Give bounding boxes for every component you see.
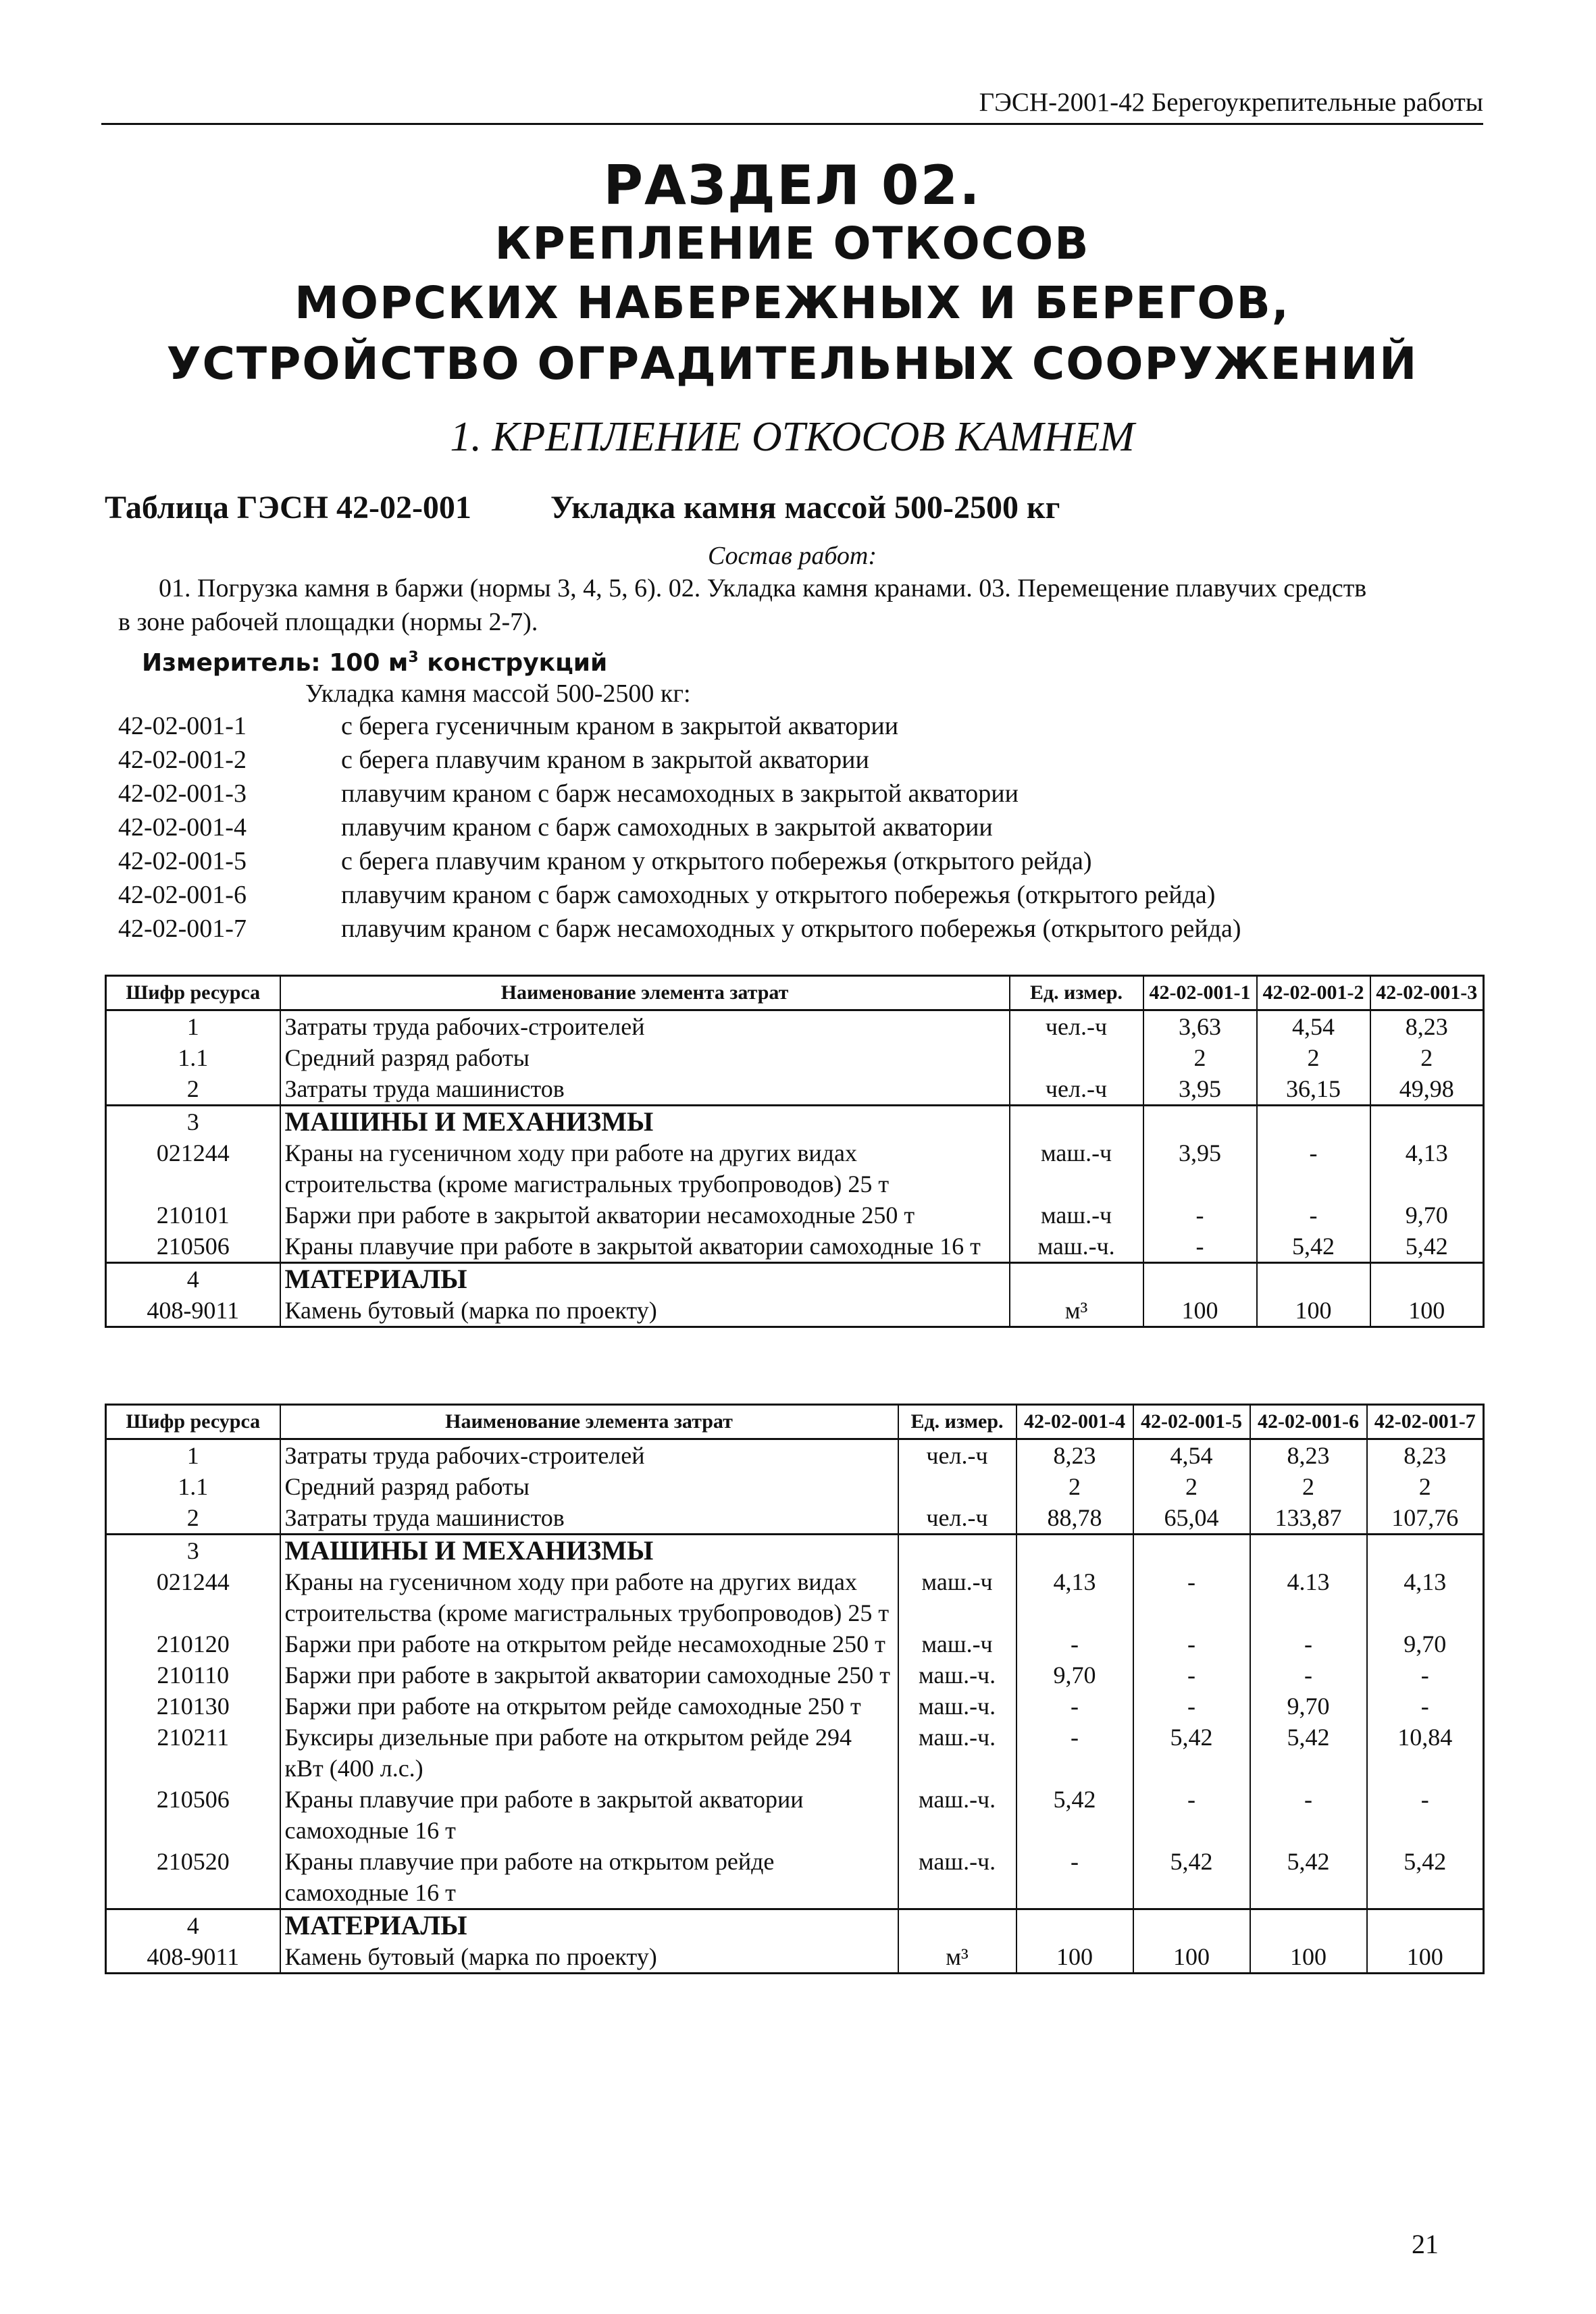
table-title: Укладка камня массой 500-2500 кг [550, 490, 1060, 525]
norm-description: плавучим краном с барж несамоходных у открытого побережья (открытого рейда) [341, 915, 1241, 943]
resource-table-1 [105, 975, 1485, 1328]
value-cell: 5,42 [1133, 1846, 1250, 1909]
section-number: РАЗДЕЛ 02. [603, 154, 981, 217]
value-cell: 4,13 [1370, 1137, 1484, 1200]
table-row [106, 1909, 1484, 1942]
value-cell: 2 [1133, 1471, 1250, 1502]
unit-cell [898, 1535, 1016, 1567]
value-cell: 5,42 [1016, 1784, 1133, 1846]
resource-code-cell: 4 [106, 1263, 280, 1295]
measure-suffix: конструкций [418, 649, 608, 677]
norm-item [118, 743, 1483, 777]
table-row [106, 1010, 1484, 1043]
table-header-cell: 42-02-001-3 [1370, 976, 1484, 1010]
value-cell: - [1133, 1691, 1250, 1722]
work-composition-text [118, 571, 1489, 639]
norm-code: 42-02-001-2 [118, 746, 247, 774]
norm-description: плавучим краном с барж несамоходных в закрытой акватории [341, 779, 1019, 808]
table-row [106, 1137, 1484, 1200]
value-cell: 9,70 [1250, 1691, 1367, 1722]
table-row [106, 1660, 1484, 1691]
resource-name-cell: Краны плавучие при работе в закрытой акватории самоходные 16 т [280, 1784, 898, 1846]
unit-cell: чел.-ч [1010, 1073, 1143, 1106]
value-cell [1133, 1535, 1250, 1567]
norm-code: 42-02-001-1 [118, 712, 247, 740]
running-header: ГЭСН-2001-42 Берегоукрепительные работы [101, 86, 1483, 125]
value-cell: 133,87 [1250, 1502, 1367, 1535]
value-cell: - [1250, 1628, 1367, 1660]
value-cell: - [1016, 1691, 1133, 1722]
table-header-cell: 42-02-001-2 [1257, 976, 1370, 1010]
resource-name-cell: Затраты труда рабочих-строителей [280, 1439, 898, 1472]
value-cell: 9,70 [1016, 1660, 1133, 1691]
value-cell: 100 [1367, 1941, 1484, 1974]
resource-code-cell: 021244 [106, 1566, 280, 1628]
resource-name-cell: Затраты труда машинистов [280, 1502, 898, 1535]
resource-code-cell: 408-9011 [106, 1295, 280, 1327]
norm-item [118, 878, 1483, 912]
norm-code: 42-02-001-6 [118, 881, 247, 909]
table-row [106, 1073, 1484, 1106]
value-cell [1257, 1263, 1370, 1295]
unit-cell: м³ [1010, 1295, 1143, 1327]
measure-superscript: 3 [408, 649, 419, 666]
unit-cell: маш.-ч. [898, 1722, 1016, 1784]
value-cell [1250, 1535, 1367, 1567]
resource-name-cell: Краны на гусеничном ходу при работе на других видах строительства (кроме магистральных трубопроводов) 25 т [280, 1137, 1010, 1200]
unit-cell [1010, 1042, 1143, 1073]
value-cell [1367, 1535, 1484, 1567]
norm-code: 42-02-001-3 [118, 779, 247, 808]
subsection-title: 1. КРЕПЛЕНИЕ ОТКОСОВ КАМНЕМ [450, 414, 1135, 460]
value-cell: 100 [1016, 1941, 1133, 1974]
value-cell: - [1133, 1784, 1250, 1846]
table-row [106, 1535, 1484, 1567]
table-row [106, 1784, 1484, 1846]
value-cell: 2 [1250, 1471, 1367, 1502]
norm-description: с берега плавучим краном у открытого побережья (открытого рейда) [341, 847, 1092, 875]
work-text-line-2: в зоне рабочей площадки (нормы 2-7). [118, 608, 538, 636]
section-title-line-2: МОРСКИХ НАБЕРЕЖНЫХ И БЕРЕГОВ, [294, 277, 1290, 329]
unit-cell [1010, 1106, 1143, 1138]
norm-item [118, 709, 1483, 743]
value-cell: 100 [1370, 1295, 1484, 1327]
table-row [106, 1042, 1484, 1073]
resource-code-cell: 210130 [106, 1691, 280, 1722]
value-cell: - [1257, 1200, 1370, 1231]
unit-cell: маш.-ч [898, 1566, 1016, 1628]
unit-cell: маш.-ч [1010, 1200, 1143, 1231]
value-cell [1016, 1535, 1133, 1567]
measure-unit [142, 642, 607, 679]
resource-name-cell: Буксиры дизельные при работе на открытом рейде 294 кВт (400 л.с.) [280, 1722, 898, 1784]
resource-code-cell: 210110 [106, 1660, 280, 1691]
table-row [106, 1722, 1484, 1784]
value-cell: 100 [1133, 1941, 1250, 1974]
value-cell: 100 [1250, 1941, 1367, 1974]
norm-code: 42-02-001-5 [118, 847, 247, 875]
table-row [106, 1502, 1484, 1535]
unit-cell: маш.-ч. [898, 1691, 1016, 1722]
value-cell: 100 [1257, 1295, 1370, 1327]
value-cell: 8,23 [1250, 1439, 1367, 1472]
value-cell: 4.13 [1250, 1566, 1367, 1628]
value-cell [1370, 1106, 1484, 1138]
value-cell [1370, 1263, 1484, 1295]
value-cell [1143, 1106, 1257, 1138]
value-cell: - [1367, 1691, 1484, 1722]
norm-item [118, 777, 1483, 811]
value-cell: 4,54 [1257, 1010, 1370, 1043]
table-header-cell: 42-02-001-1 [1143, 976, 1257, 1010]
resource-code-cell: 210520 [106, 1846, 280, 1909]
unit-cell [1010, 1263, 1143, 1295]
table-heading [105, 488, 1060, 528]
value-cell: 9,70 [1367, 1628, 1484, 1660]
norm-item [118, 844, 1483, 878]
resource-code-cell: 210120 [106, 1628, 280, 1660]
section-title-line-3: УСТРОЙСТВО ОГРАДИТЕЛЬНЫХ СООРУЖЕНИЙ [166, 338, 1418, 390]
value-cell: - [1016, 1628, 1133, 1660]
resource-code-cell: 2 [106, 1502, 280, 1535]
table-row [106, 1471, 1484, 1502]
unit-cell: маш.-ч. [1010, 1231, 1143, 1263]
value-cell: - [1133, 1628, 1250, 1660]
norm-item [118, 811, 1483, 844]
unit-cell: маш.-ч. [898, 1784, 1016, 1846]
value-cell: 3,95 [1143, 1137, 1257, 1200]
value-cell: 88,78 [1016, 1502, 1133, 1535]
resource-name-cell: Краны плавучие при работе на открытом рейде самоходные 16 т [280, 1846, 898, 1909]
resource-code-cell: 2 [106, 1073, 280, 1106]
table-header-cell: Наименование элемента затрат [280, 1405, 898, 1439]
value-cell: - [1143, 1231, 1257, 1263]
value-cell: 5,42 [1367, 1846, 1484, 1909]
value-cell [1143, 1263, 1257, 1295]
table-row [106, 1628, 1484, 1660]
value-cell: 4,13 [1016, 1566, 1133, 1628]
value-cell: 107,76 [1367, 1502, 1484, 1535]
value-cell: 5,42 [1250, 1722, 1367, 1784]
value-cell: 5,42 [1250, 1846, 1367, 1909]
value-cell: 8,23 [1016, 1439, 1133, 1472]
table-header-cell: Шифр ресурса [106, 1405, 280, 1439]
norm-description: с берега плавучим краном в закрытой акватории [341, 746, 869, 774]
table-header-cell: 42-02-001-4 [1016, 1405, 1133, 1439]
value-cell: - [1143, 1200, 1257, 1231]
resource-name-cell: Краны плавучие при работе в закрытой акватории самоходные 16 т [280, 1231, 1010, 1263]
unit-cell: маш.-ч [898, 1628, 1016, 1660]
page-number: 21 [1412, 2229, 1439, 2259]
value-cell: - [1257, 1137, 1370, 1200]
resource-name-cell: Средний разряд работы [280, 1471, 898, 1502]
table-row [106, 1941, 1484, 1974]
value-cell: 100 [1143, 1295, 1257, 1327]
norms-intro: Укладка камня массой 500-2500 кг: [305, 679, 691, 708]
resource-code-cell: 210506 [106, 1231, 280, 1263]
norms-list [118, 709, 1483, 946]
unit-cell: м³ [898, 1941, 1016, 1974]
table-header-cell: Ед. измер. [1010, 976, 1143, 1010]
table-header-cell: 42-02-001-5 [1133, 1405, 1250, 1439]
value-cell [1133, 1909, 1250, 1942]
table-code: Таблица ГЭСН 42-02-001 [105, 490, 471, 525]
table-row [106, 1846, 1484, 1909]
norm-item [118, 912, 1483, 946]
resource-name-cell: Баржи при работе в закрытой акватории самоходные 250 т [280, 1660, 898, 1691]
norm-description: плавучим краном с барж самоходных в закрытой акватории [341, 813, 993, 842]
resource-code-cell: 1 [106, 1439, 280, 1472]
value-cell: 9,70 [1370, 1200, 1484, 1231]
value-cell: 2 [1016, 1471, 1133, 1502]
resource-name-cell: Баржи при работе на открытом рейде несамоходные 250 т [280, 1628, 898, 1660]
resource-code-cell: 4 [106, 1909, 280, 1942]
table-row [106, 1263, 1484, 1295]
value-cell: - [1133, 1566, 1250, 1628]
value-cell: 36,15 [1257, 1073, 1370, 1106]
table-header-cell: 42-02-001-7 [1367, 1405, 1484, 1439]
value-cell: 65,04 [1133, 1502, 1250, 1535]
table-row [106, 1295, 1484, 1327]
work-composition-label: Состав работ: [707, 542, 877, 570]
value-cell: 2 [1367, 1471, 1484, 1502]
value-cell: 4,13 [1367, 1566, 1484, 1628]
value-cell [1367, 1909, 1484, 1942]
unit-cell: маш.-ч [1010, 1137, 1143, 1200]
value-cell: - [1250, 1784, 1367, 1846]
resource-code-cell: 1.1 [106, 1042, 280, 1073]
table-row [106, 1200, 1484, 1231]
norm-description: плавучим краном с барж самоходных у открытого побережья (открытого рейда) [341, 881, 1216, 909]
resource-code-cell: 408-9011 [106, 1941, 280, 1974]
group-title-cell: МАШИНЫ И МЕХАНИЗМЫ [280, 1106, 1010, 1138]
resource-name-cell: Баржи при работе на открытом рейде самоходные 250 т [280, 1691, 898, 1722]
unit-cell [898, 1471, 1016, 1502]
section-title-line-1: КРЕПЛЕНИЕ ОТКОСОВ [494, 217, 1090, 269]
resource-code-cell: 210506 [106, 1784, 280, 1846]
table-row [106, 1691, 1484, 1722]
group-title-cell: МАШИНЫ И МЕХАНИЗМЫ [280, 1535, 898, 1567]
value-cell [1257, 1106, 1370, 1138]
resource-name-cell: Баржи при работе в закрытой акватории несамоходные 250 т [280, 1200, 1010, 1231]
resource-code-cell: 210101 [106, 1200, 280, 1231]
value-cell: - [1133, 1660, 1250, 1691]
measure-prefix: Измеритель: 100 м [142, 649, 409, 677]
norm-code: 42-02-001-4 [118, 813, 247, 842]
table-header-cell: Наименование элемента затрат [280, 976, 1010, 1010]
resource-code-cell: 210211 [106, 1722, 280, 1784]
value-cell: 4,54 [1133, 1439, 1250, 1472]
value-cell: 8,23 [1370, 1010, 1484, 1043]
resource-code-cell: 1.1 [106, 1471, 280, 1502]
unit-cell: маш.-ч. [898, 1660, 1016, 1691]
value-cell: 5,42 [1370, 1231, 1484, 1263]
value-cell: 5,42 [1133, 1722, 1250, 1784]
value-cell: - [1016, 1722, 1133, 1784]
value-cell: 49,98 [1370, 1073, 1484, 1106]
table-header-cell: 42-02-001-6 [1250, 1405, 1367, 1439]
table-row [106, 1439, 1484, 1472]
resource-name-cell: Средний разряд работы [280, 1042, 1010, 1073]
value-cell: - [1367, 1660, 1484, 1691]
resource-name-cell: Камень бутовый (марка по проекту) [280, 1295, 1010, 1327]
resource-table-2 [105, 1404, 1485, 1974]
norm-code: 42-02-001-7 [118, 915, 247, 943]
value-cell: - [1016, 1846, 1133, 1909]
unit-cell [898, 1909, 1016, 1942]
table-row [106, 1566, 1484, 1628]
group-title-cell: МАТЕРИАЛЫ [280, 1909, 898, 1942]
resource-name-cell: Краны на гусеничном ходу при работе на других видах строительства (кроме магистральных трубопроводов) 25 т [280, 1566, 898, 1628]
value-cell: 3,95 [1143, 1073, 1257, 1106]
table-header-cell: Ед. измер. [898, 1405, 1016, 1439]
value-cell [1250, 1909, 1367, 1942]
table-row [106, 1231, 1484, 1263]
norm-description: с берега гусеничным краном в закрытой акватории [341, 712, 899, 740]
value-cell: 8,23 [1367, 1439, 1484, 1472]
resource-code-cell: 3 [106, 1106, 280, 1138]
resource-name-cell: Затраты труда машинистов [280, 1073, 1010, 1106]
value-cell: 3,63 [1143, 1010, 1257, 1043]
value-cell: 5,42 [1257, 1231, 1370, 1263]
work-text-line-1: 01. Погрузка камня в баржи (нормы 3, 4, 5, 6). 02. Укладка камня кранами. 03. Перемещение плавучих средств [159, 574, 1367, 602]
resource-name-cell: Затраты труда рабочих-строителей [280, 1010, 1010, 1043]
group-title-cell: МАТЕРИАЛЫ [280, 1263, 1010, 1295]
table-row [106, 1106, 1484, 1138]
resource-name-cell: Камень бутовый (марка по проекту) [280, 1941, 898, 1974]
value-cell: - [1367, 1784, 1484, 1846]
value-cell: 10,84 [1367, 1722, 1484, 1784]
value-cell: - [1250, 1660, 1367, 1691]
value-cell: 2 [1257, 1042, 1370, 1073]
resource-code-cell: 021244 [106, 1137, 280, 1200]
unit-cell: чел.-ч [1010, 1010, 1143, 1043]
value-cell [1016, 1909, 1133, 1942]
unit-cell: чел.-ч [898, 1502, 1016, 1535]
unit-cell: чел.-ч [898, 1439, 1016, 1472]
resource-code-cell: 3 [106, 1535, 280, 1567]
value-cell: 2 [1370, 1042, 1484, 1073]
value-cell: 2 [1143, 1042, 1257, 1073]
table-header-cell: Шифр ресурса [106, 976, 280, 1010]
resource-code-cell: 1 [106, 1010, 280, 1043]
unit-cell: маш.-ч. [898, 1846, 1016, 1909]
